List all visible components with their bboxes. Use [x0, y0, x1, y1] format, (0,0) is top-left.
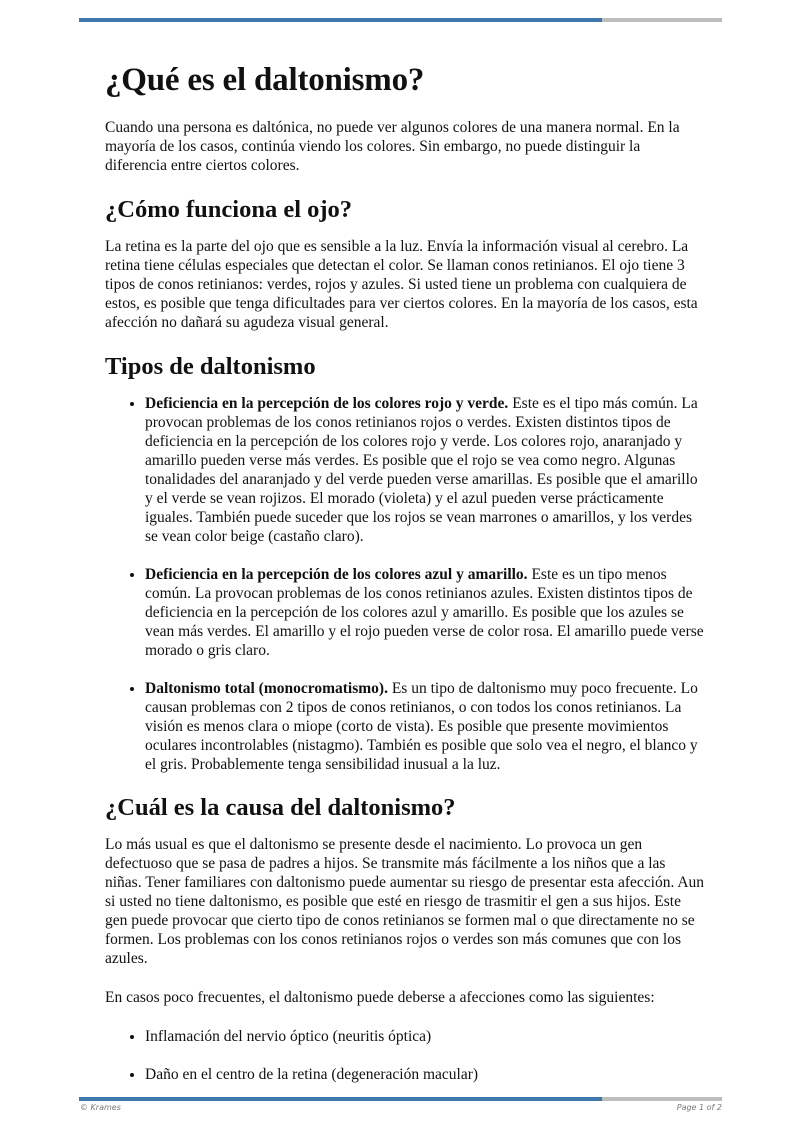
list-item: • Daño en el centro de la retina (degeneración macular) [145, 1065, 705, 1084]
footer-rule [79, 1097, 722, 1101]
list-item-text: Es un tipo de daltonismo muy poco frecuente. Lo causan problemas con 2 tipos de conos retinianos, o con todos los conos retinianos. La visión es menos clara o miope (corto de vista). Es posible que presente movimientos oculares incontrolables (nistagmo). También es posible que solo vea el negro, el blanco y el gris. Probablemente tenga sensibilidad inusual a la luz. [145, 680, 698, 773]
document-body [105, 52, 705, 1103]
list-item [145, 679, 705, 774]
rare-causes-intro: En casos poco frecuentes, el daltonismo puede deberse a afecciones como las siguientes: [105, 989, 655, 1006]
section-heading-eye: ¿Cómo funciona el ojo? [105, 196, 353, 223]
eye-paragraph: La retina es la parte del ojo que es sensible a la luz. Envía la información visual al cerebro. La retina tiene células especiales que detectan el color. Se llaman conos retinianos. El ojo tiene 3 tipos de conos retinianos: verdes, rojos y azules. Si usted tiene un problema con cualquiera de estos, es posible que tenga dificultades para ver ciertos colores. En la mayoría de los casos, esta afección no dañará su agudeza visual general. [105, 238, 698, 331]
list-item-term: Daltonismo total (monocromatismo). [145, 680, 388, 697]
list-item-text: Este es un tipo menos común. La provocan problemas de los conos retinianos azules. Existen distintos tipos de deficiencia en la percepción de los colores azul y amarillo. Es posible que los azules se vean más verdes. El amarillo y el rojo pueden verse de color rosa. El amarillo puede verse morado o gris claro. [145, 566, 704, 659]
list-item [145, 565, 705, 660]
intro-paragraph: Cuando una persona es daltónica, no puede ver algunos colores de una manera normal. En la mayoría de los casos, continúa viendo los colores. Sin embargo, no puede distinguir la diferencia entre ciertos colores. [105, 119, 680, 174]
rare-causes-list [105, 1027, 705, 1084]
list-item [145, 394, 705, 546]
header-rule-accent [79, 18, 602, 22]
footer-page-number: Page 1 of 2 [676, 1103, 722, 1112]
list-item-text: Este es el tipo más común. La provocan problemas de los conos retinianos rojos o verdes. Existen distintos tipos de deficiencia en la percepción de los colores rojo y verde. Los colores rojo, anaranjado y amarillo pueden verse más verdes. Es posible que el rojo se vea como negro. Algunas tonalidades del anaranjado y del verde pueden verse amarillas. Es posible que el amarillo y el verde se vean rojizos. El morado (violeta) y el azul pueden verse prácticamente iguales. También puede suceder que los rojos se vean marrones o amarillos, y los verdes se vean color beige (castaño claro). [145, 395, 698, 545]
list-item-term: Deficiencia en la percepción de los colores rojo y verde. [145, 395, 509, 412]
list-item: • Inflamación del nervio óptico (neuritis óptica) [145, 1027, 705, 1046]
footer-copyright: © Krames [80, 1103, 121, 1112]
section-heading-cause: ¿Cuál es la causa del daltonismo? [105, 794, 456, 821]
page-title: ¿Qué es el daltonismo? [105, 62, 425, 98]
section-heading-types: Tipos de daltonismo [105, 353, 316, 380]
header-rule [79, 18, 722, 22]
types-list [105, 394, 705, 774]
cause-paragraph: Lo más usual es que el daltonismo se presente desde el nacimiento. Lo provoca un gen defectuoso que se pasa de padres a hijos. Se transmite más fácilmente a los niños que a las niñas. Tener familiares con daltonismo puede aumentar su riesgo de presentar esta afección. Aun si usted no tiene daltonismo, es posible que esté en riesgo de trasmitir el gen a sus hijos. Este gen puede provocar que cierto tipo de conos retinianos se formen mal o que directamente no se formen. Los problemas con los conos retinianos rojos o verdes son más comunes que con los azules. [105, 836, 705, 967]
list-item-term: Deficiencia en la percepción de los colores azul y amarillo. [145, 566, 528, 583]
footer-rule-accent [79, 1097, 602, 1101]
